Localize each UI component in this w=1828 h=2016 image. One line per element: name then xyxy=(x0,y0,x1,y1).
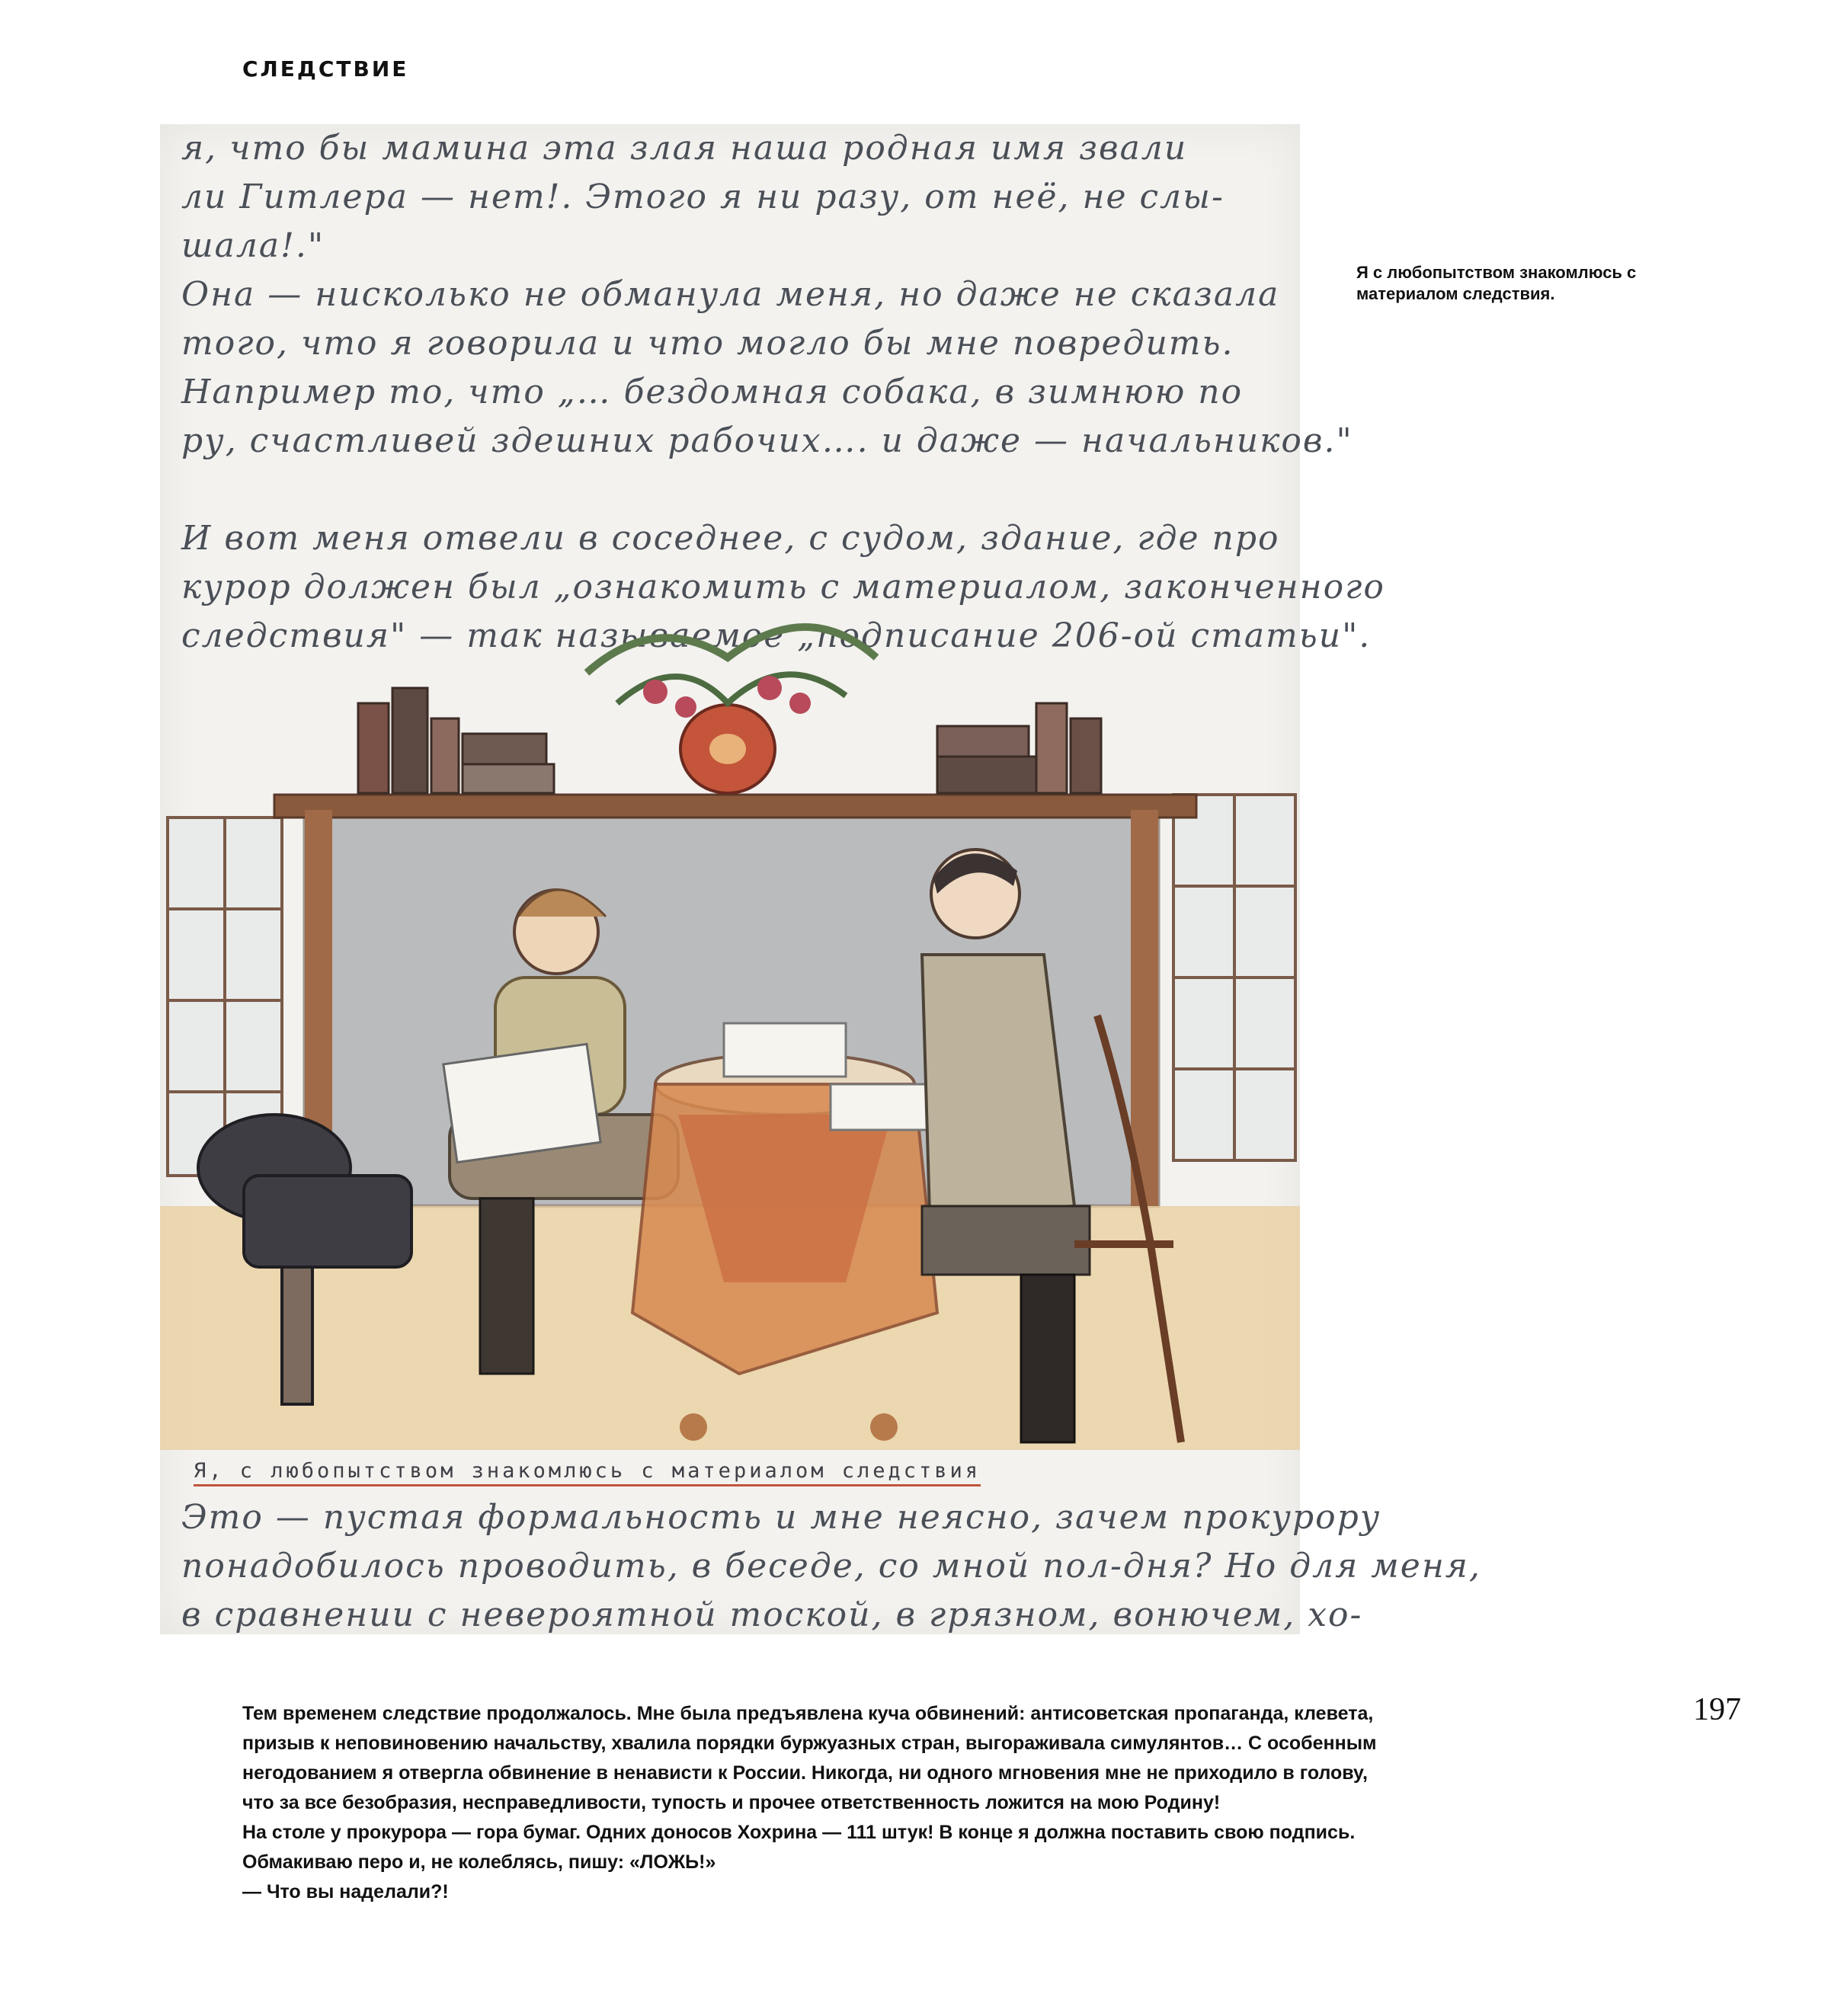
handwriting-line: я, что бы мамина эта злая наша родная имя звали xyxy=(181,129,1188,168)
body-line: негодованием я отвергла обвинение в ненависти к России. Никогда, ни одного мгновения мне не приходило в голову, xyxy=(242,1762,1369,1784)
handwriting-line: И вот меня отвели в соседнее, с судом, здание, где про xyxy=(181,519,1280,558)
handwriting-line: ли Гитлера — нет!. Этого я ни разу, от неё, не слы- xyxy=(181,178,1225,216)
page-number: 197 xyxy=(1693,1692,1741,1727)
handwriting-line: шала!." xyxy=(181,226,325,265)
body-line: Тем временем следствие продолжалось. Мне была предъявлена куча обвинений: антисоветская пропаганда, клевета, xyxy=(242,1703,1374,1724)
body-line: Обмакиваю перо и, не колеблясь, пишу: «ЛОЖЬ!» xyxy=(242,1851,716,1873)
body-line: призыв к неповиновению начальству, хвалила порядки буржуазных стран, выгораживала симулянтов… С особенным xyxy=(242,1733,1377,1754)
side-caption: Я с любопытством знакомлюсь с материалом следствия. xyxy=(1356,263,1637,303)
handwriting-line: Это — пустая формальность и мне неясно, зачем прокурору xyxy=(181,1498,1381,1537)
drawing-scene xyxy=(160,124,1300,1634)
drawing-caption: Я, с любопытством знакомлюсь с материалом следствия xyxy=(194,1459,981,1486)
handwriting-line: Она — нисколько не обманула меня, но даже не сказала xyxy=(181,275,1280,314)
flower-vase xyxy=(587,627,876,793)
illustration-sheet xyxy=(160,124,1481,1634)
handwriting-line: Например то, что „… бездомная собака, в зимнюю по xyxy=(181,373,1244,411)
mantel-shelf xyxy=(274,795,1196,818)
handwriting-line: ру, счастливей здешних рабочих…. и даже — начальников." xyxy=(181,421,1353,460)
handwriting-line: понадобилось проводить, в беседе, со мной пол-дня? Но для меня, xyxy=(181,1547,1481,1586)
body-line: На столе у прокурора — гора бумаг. Одних доносов Хохрина — 111 штук! В конце я должна поставить свою подпись. xyxy=(242,1822,1356,1843)
body-line: — Что вы наделали?! xyxy=(242,1881,449,1902)
window-right xyxy=(1173,795,1295,1160)
handwritten-text-bottom xyxy=(181,1493,1481,1640)
body-text xyxy=(242,1699,1553,1907)
handwriting-line: курор должен был „ознакомить с материалом, законченного xyxy=(181,568,1385,606)
running-head: СЛЕДСТВИЕ xyxy=(242,56,409,82)
handwriting-line: того, что я говорила и что могло бы мне повредить. xyxy=(181,324,1234,363)
body-line: что за все безобразия, несправедливости, тупость и прочее ответственность ложится на мою Родину! xyxy=(242,1792,1221,1813)
handwriting-line: следствия" — так называемое „подписание 206-ой статьи". xyxy=(181,616,1372,655)
handwriting-line: в сравнении с невероятной тоской, в грязном, вонючем, хо- xyxy=(181,1595,1363,1634)
